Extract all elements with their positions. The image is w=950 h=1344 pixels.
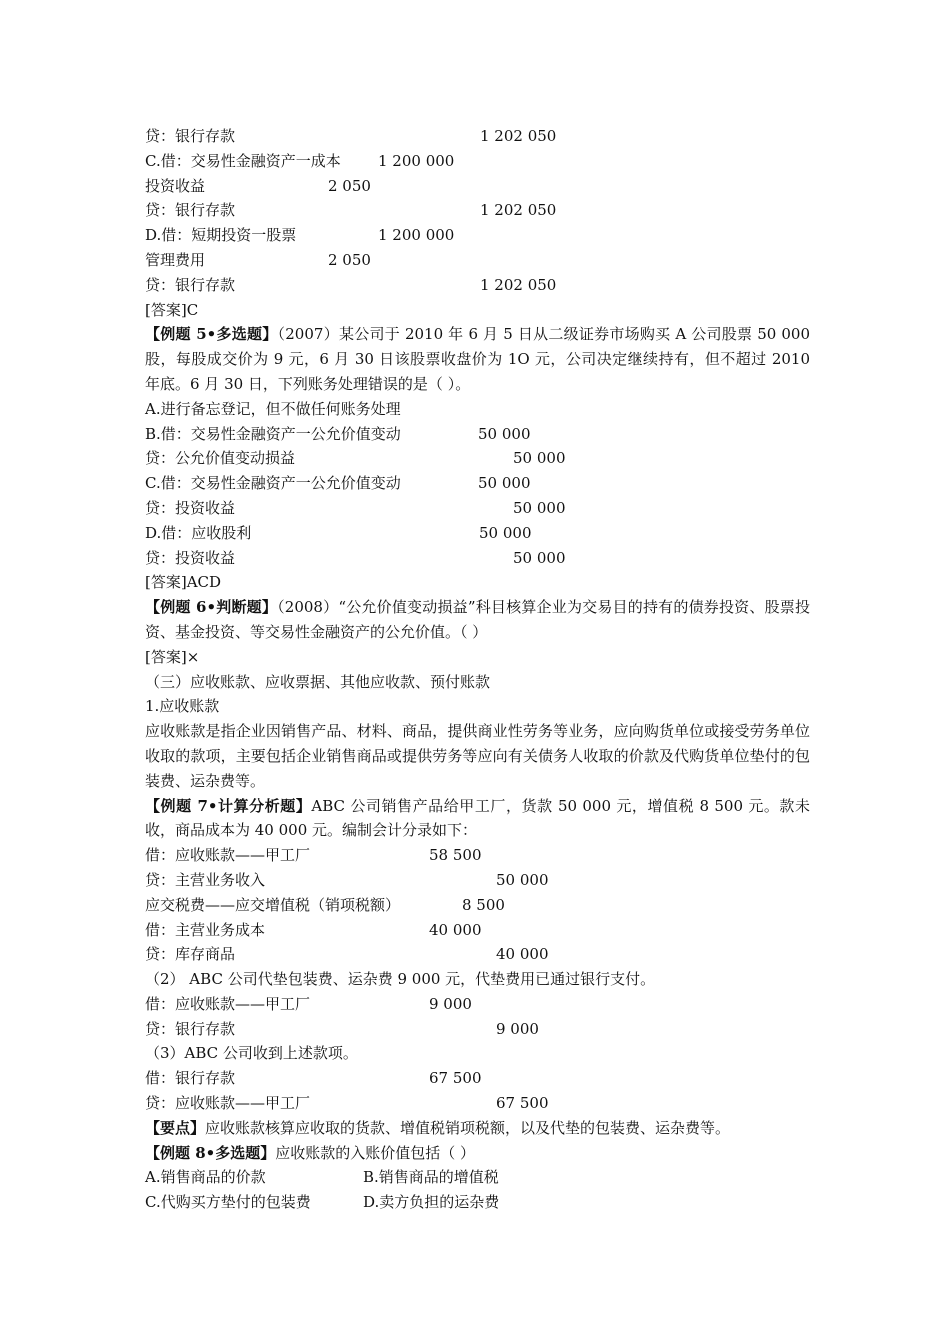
section-heading: （三）应收账款、应收票据、其他应收款、预付账款 [145,672,491,691]
entry-amount: 1 202 050 [480,127,557,145]
answer-line: [答案]ACD [145,573,222,592]
answer-line: [答案]× [145,647,200,666]
entry-line: 贷：银行存款 9 000 [145,1017,810,1042]
entry-amount: 2 050 [328,176,371,195]
option-b: B.借：交易性金融资产一公允价值变动 50 000 [145,422,810,447]
entry-amount: 1 200 000 [378,226,455,245]
entry-amount: 50 000 [513,498,566,517]
entry-amount: 50 000 [513,548,566,567]
entry-amount: 9 000 [496,1019,539,1038]
example-label: 【例题 7•计算分析题】 [145,796,312,815]
option-c: C.借：交易性金融资产一公允价值变动 50 000 [145,471,810,496]
example-label: 【例题 8•多选题】 [145,1143,276,1162]
example-label: 【例题 5•多选题】 [145,325,278,344]
example-8-question: 【例题 8•多选题】应收账款的入账价值包括（ ） [145,1143,476,1162]
option-d: D.卖方负担的运杂费 [363,1193,500,1212]
entry-amount: 40 000 [496,945,549,964]
option-c: C.代购买方垫付的包装费 [145,1193,311,1212]
entry-line: 贷：银行存款 1 202 050 [145,124,810,149]
entry-line: 借：主营业务成本 40 000 [145,918,810,943]
entry-amount: 1 202 050 [480,275,557,294]
options-row [145,1190,810,1215]
example-7-question: 【例题 7•计算分析题】ABC 公司销售产品给甲工厂，货款 50 000 元，增值税 8 500 元。款未收，商品成本为 40 000 元。编制会计分录如下： [145,796,810,840]
option-c: C.借：交易性金融资产一成本 1 200 000 [145,149,810,174]
answer-line: [答案]C [145,300,199,319]
entry-line: 借：银行存款 67 500 [145,1066,810,1091]
key-point-label: 【要点】 [145,1118,206,1137]
options-row [145,1165,810,1190]
entry-line: 贷：主营业务收入 50 000 [145,868,810,893]
entry-amount: 2 050 [328,250,371,269]
entry-line: 管理费用 2 050 [145,248,810,273]
example-6-question: 【例题 6•判断题】（2008）“公允价值变动损益”科目核算企业为交易目的持有的债券投资、股票投资、基金投资、等交易性金融资产的公允价值。（ ） [145,598,810,641]
entry-line: 贷：库存商品 40 000 [145,942,810,967]
entry-amount: 67 500 [496,1094,549,1113]
entry-amount: 40 000 [429,920,482,939]
entry-line: 贷：银行存款 1 202 050 [145,198,810,223]
entry-amount: 1 200 000 [378,151,455,170]
option-b: B.销售商品的增值税 [363,1168,499,1187]
option-d: D.借：短期投资一股票 1 200 000 [145,223,810,248]
entry-line: 贷：应收账款——甲工厂 67 500 [145,1091,810,1116]
step-line: （2） ABC 公司代垫包装费、运杂费 9 000 元，代垫费用已通过银行支付。 [145,970,656,989]
entry-amount: 67 500 [429,1069,482,1088]
entry-line: 借：应收账款——甲工厂 58 500 [145,843,810,868]
example-label: 【例题 6•判断题】 [145,598,278,617]
entry-amount: 58 500 [429,846,482,865]
document-body [145,124,810,1215]
entry-amount: 50 000 [478,474,531,493]
entry-line: 投资收益 2 050 [145,174,810,199]
key-point: 【要点】应收账款核算应收取的货款、增值税销项税额，以及代垫的包装费、运杂费等。 [145,1118,731,1137]
entry-line: 贷：投资收益 50 000 [145,546,810,571]
example-5-question: 【例题 5•多选题】（2007）某公司于 2010 年 6 月 5 日从二级证券市场购买 A 公司股票 50 000 股，每股成交价为 9 元，6 月 30 日该股票收盘价为 1O 元，公司决定继续持有，但不超过 2010 年底。6 月 30 日，下列账务处理错误的是（ ）。 [145,325,810,393]
option-a: A.销售商品的价款 [145,1168,266,1187]
entry-line: 应交税费——应交增值税（销项税额） 8 500 [145,893,810,918]
option-d: D.借：应收股利 50 000 [145,521,810,546]
entry-amount: 50 000 [479,523,532,542]
entry-amount: 1 202 050 [480,201,557,220]
entry-amount: 8 500 [462,895,505,914]
entry-line: 借：应收账款——甲工厂 9 000 [145,992,810,1017]
definition-paragraph: 应收账款是指企业因销售产品、材料、商品，提供商业性劳务等业务，应向购货单位或接受劳务单位收取的款项，主要包括企业销售商品或提供劳务等应向有关债务人收取的价款及代购货单位垫付的包装费、运杂费等。 [145,722,810,790]
subsection-heading: 1.应收账款 [145,697,220,716]
entry-amount: 9 000 [429,994,472,1013]
entry-amount: 50 000 [496,870,549,889]
entry-line: 贷：公允价值变动损益 50 000 [145,446,810,471]
entry-amount: 50 000 [478,424,531,443]
entry-line: 贷：投资收益 50 000 [145,496,810,521]
step-line: （3）ABC 公司收到上述款项。 [145,1044,358,1063]
entry-line: 贷：银行存款 1 202 050 [145,273,810,298]
option-a: A.进行备忘登记，但不做任何账务处理 [145,399,401,418]
entry-amount: 50 000 [513,449,566,468]
